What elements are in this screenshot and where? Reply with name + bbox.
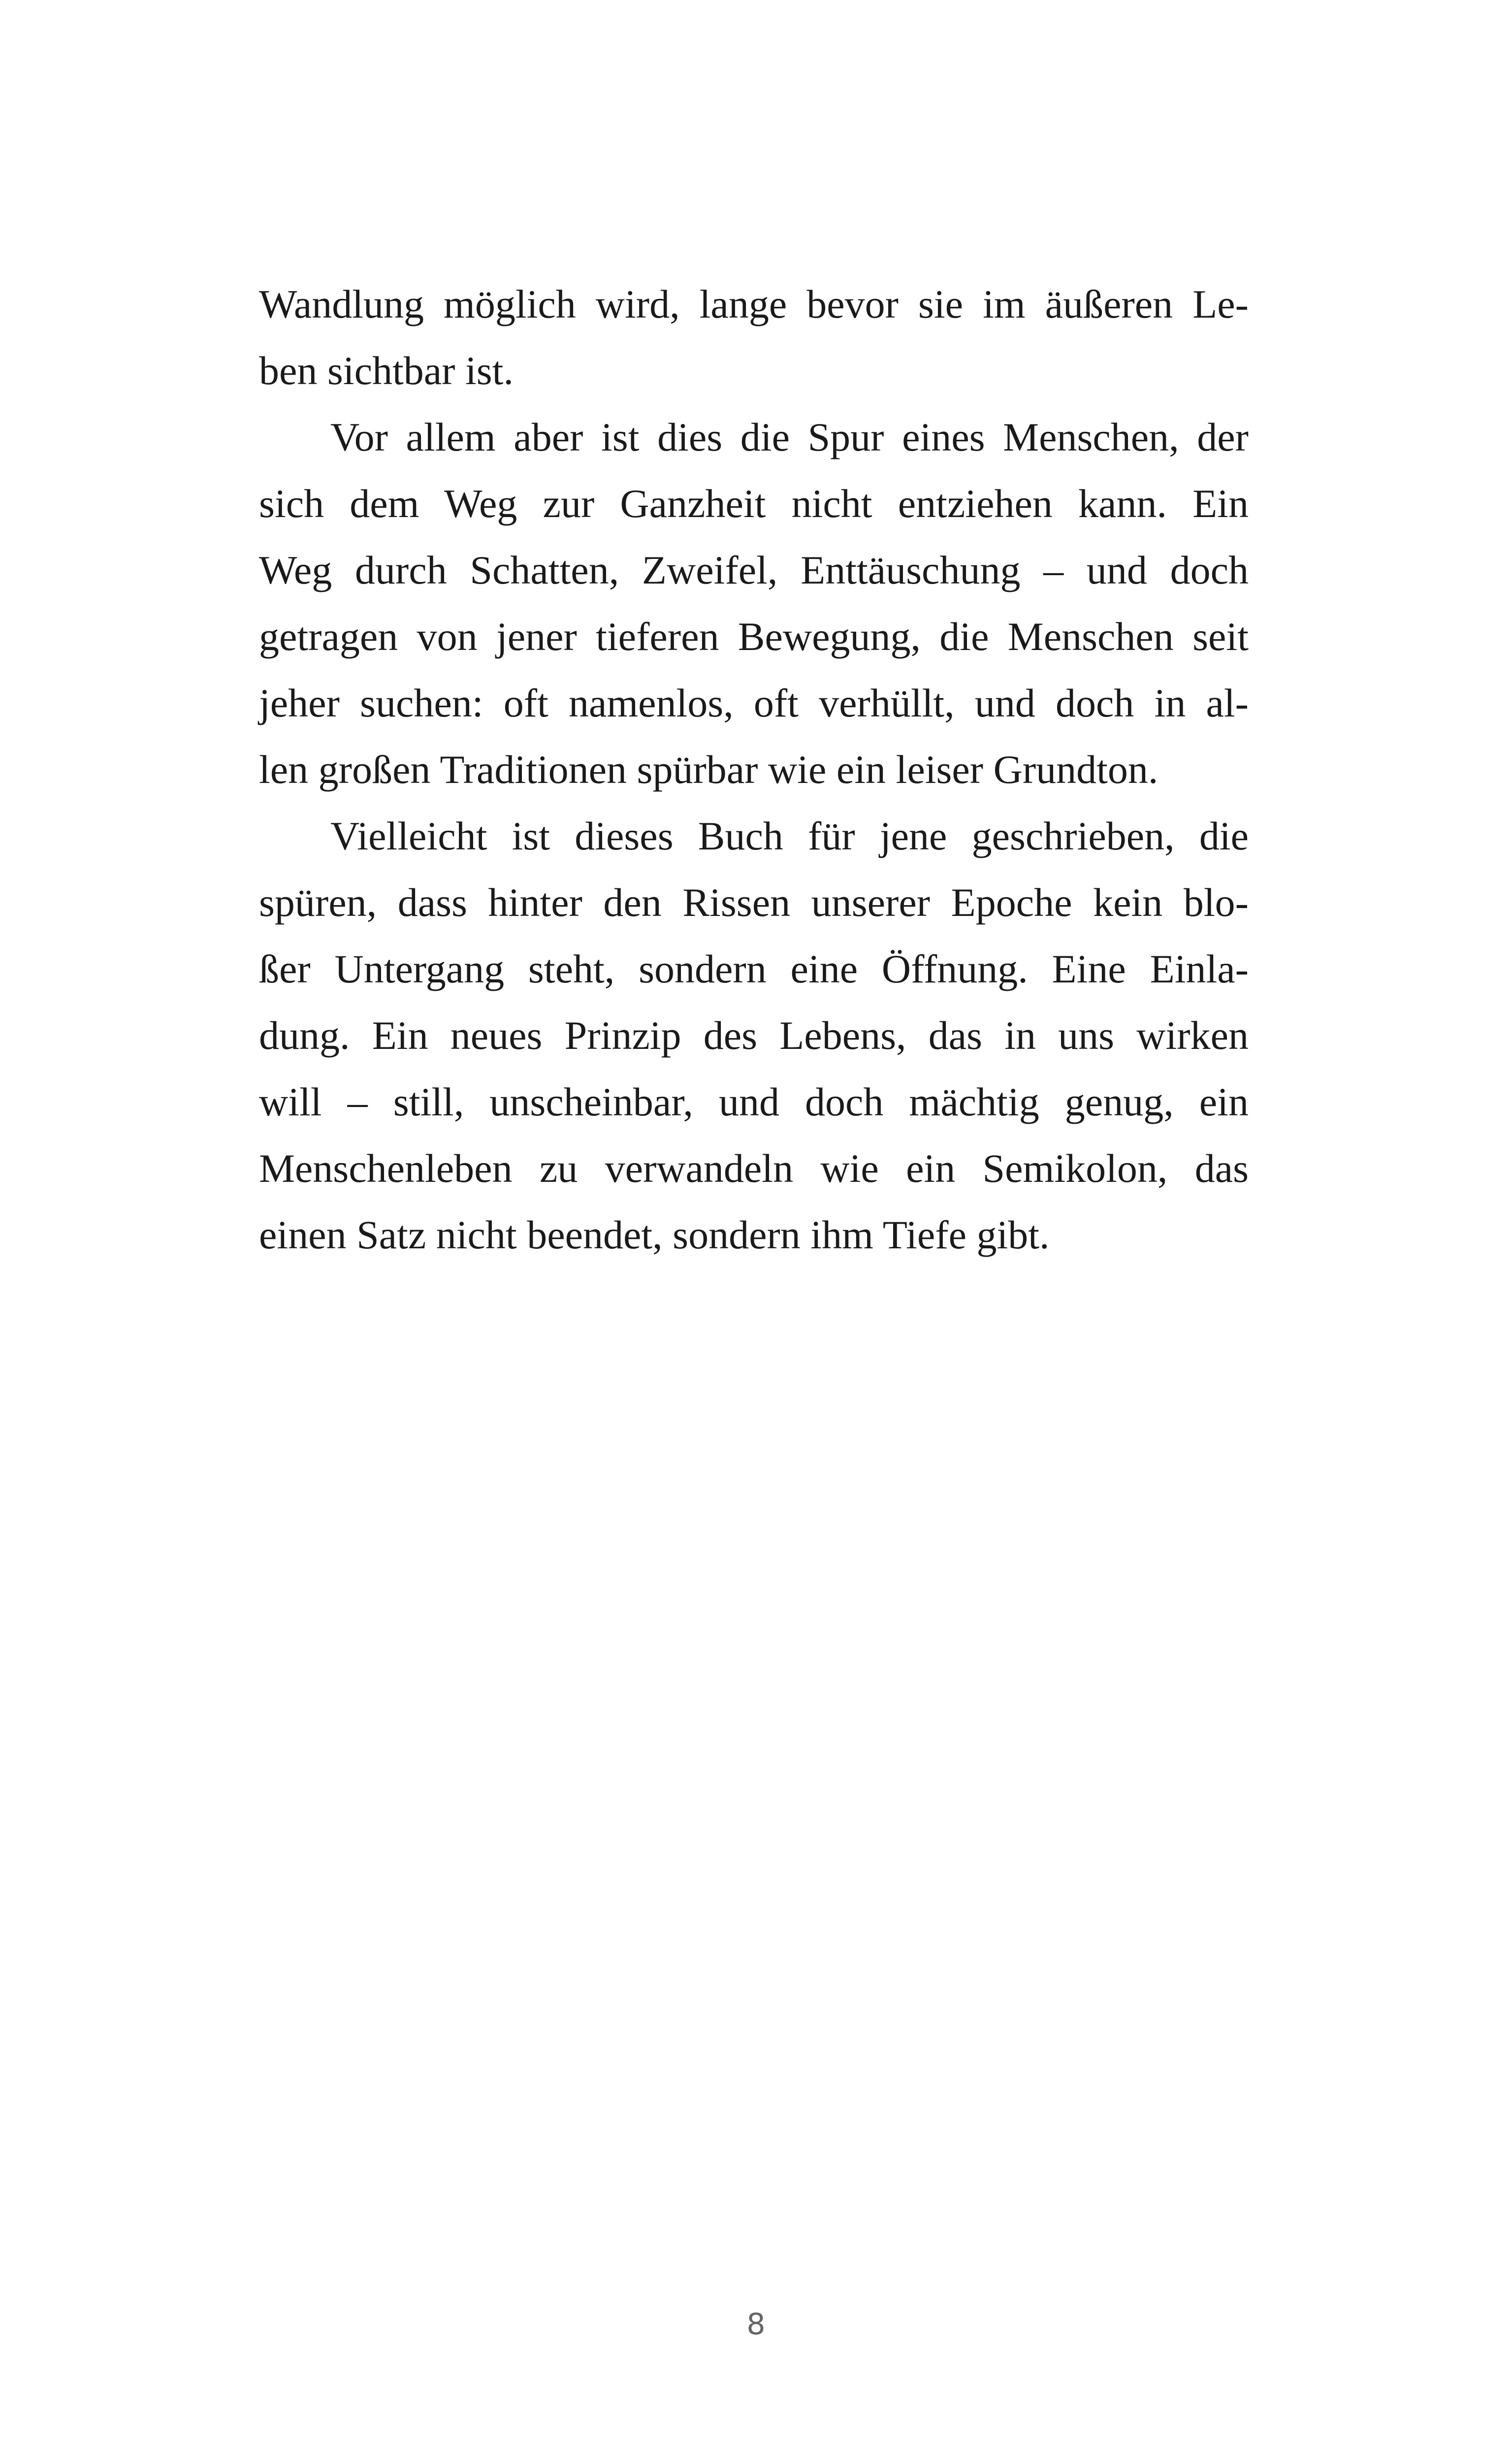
text-line: einen Satz nicht beendet, sondern ihm Tiefe gibt. [259,1212,1050,1257]
text-line: dung. Ein neues Prinzip des Lebens, das in uns wirken [259,1013,1249,1058]
text-line: Menschenleben zu verwandeln wie ein Semikolon, das [259,1146,1249,1191]
text-line: will – still, unscheinbar, und doch mächtig genug, ein [259,1079,1249,1124]
text-line: sich dem Weg zur Ganzheit nicht entziehen kann. Ein [259,481,1249,526]
body-text [259,271,1249,1268]
text-line: Vielleicht ist dieses Buch für jene geschrieben, die [330,814,1249,858]
text-line: ben sichtbar ist. [259,348,514,393]
text-line: Weg durch Schatten, Zweifel, Enttäuschung – und doch [259,548,1249,592]
text-line: ßer Untergang steht, sondern eine Öffnung. Eine Einla- [259,946,1249,991]
text-line: getragen von jener tieferen Bewegung, die Menschen seit [259,614,1249,659]
paragraph-3 [259,803,1249,1268]
text-line: Wandlung möglich wird, lange bevor sie im äußeren Le- [259,282,1249,326]
text-line: Vor allem aber ist dies die Spur eines Menschen, der [330,415,1249,459]
paragraph-2 [259,404,1249,803]
text-line: spüren, dass hinter den Rissen unserer Epoche kein blo- [259,880,1249,925]
text-line: len großen Traditionen spürbar wie ein leiser Grundton. [259,747,1158,792]
paragraph-1 [259,271,1249,404]
text-line: jeher suchen: oft namenlos, oft verhüllt, und doch in al- [259,681,1249,725]
page-number: 8 [746,2307,766,2342]
